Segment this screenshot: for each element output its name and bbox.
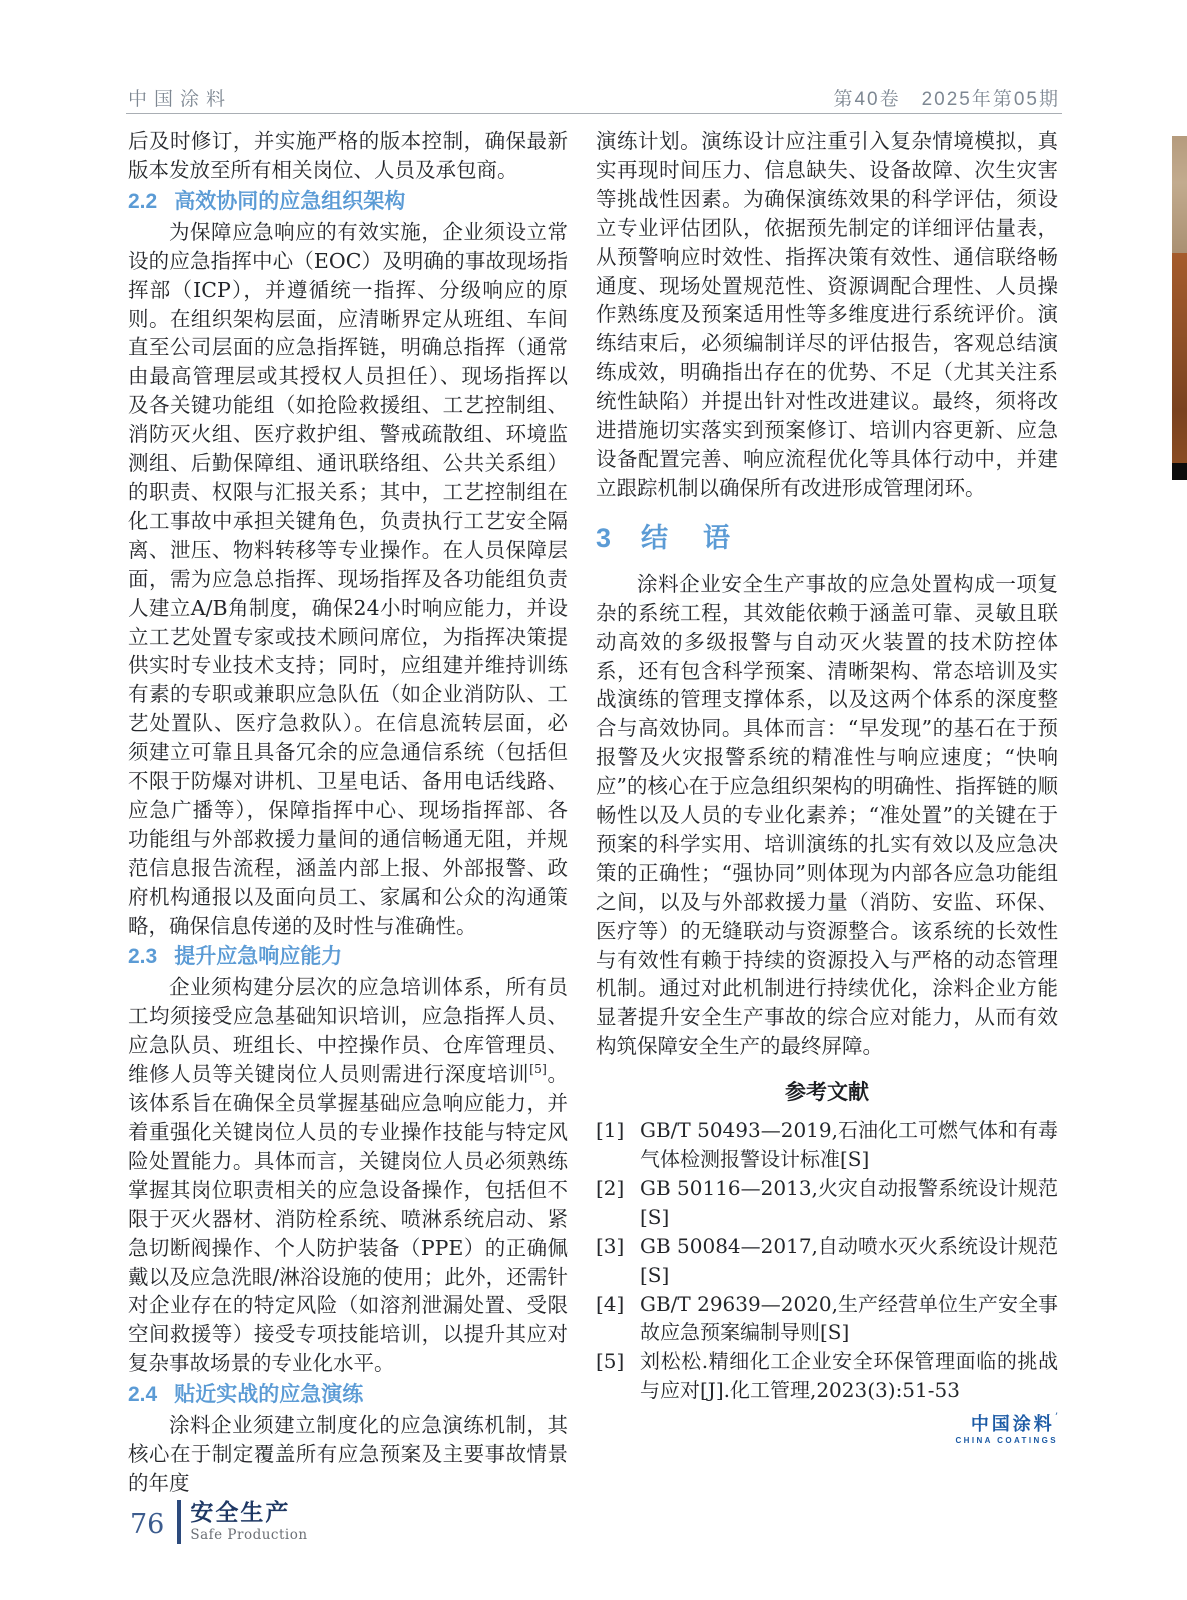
heading-number: 2.3 bbox=[128, 945, 158, 969]
body-paragraph: 演练计划。演练设计应注重引入复杂情境模拟，真实再现时间压力、信息缺失、设备故障、次生灾害等挑战性因素。为确保演练效果的科学评估，须设立专业评估团队，依据预先制定的详细评估量表，从预警响应时效性、指挥决策有效性、通信联络畅通度、现场处置规范性、资源调配合理性、人员操作熟练度及预案适用性等多维度进行系统评价。演练结束后，必须编制详尽的评估报告，客观总结演练成效，明确指出存在的优势、不足（尤其关注系统性缺陷）并提出针对性改进建议。最终，须将改进措施切实落实到预案修订、培训内容更新、应急设备配置完善、响应流程优化等具体行动中，并建立跟踪机制以确保所有改进形成管理闭环。 bbox=[596, 129, 1058, 500]
reference-marker: [2] bbox=[596, 1175, 625, 1200]
heading-number: 3 bbox=[596, 522, 616, 553]
heading-title: 结 语 bbox=[641, 522, 735, 553]
reference-text: 刘松松.精细化工企业安全环保管理面临的挑战与应对[J].化工管理,2023(3):51-53 bbox=[640, 1349, 1058, 1403]
reference-item bbox=[596, 1347, 1058, 1405]
page-header bbox=[128, 84, 1060, 111]
reference-item bbox=[596, 1290, 1058, 1348]
reference-item bbox=[596, 1174, 1058, 1232]
photo-strip-black-segment bbox=[1172, 463, 1187, 480]
journal-logo bbox=[596, 1413, 1058, 1445]
logo-cn-text: 中国涂料 bbox=[970, 1414, 1055, 1435]
body-paragraph: 后及时修订，并实施严格的版本控制，确保最新版本发放至所有相关岗位、人员及承包商。 bbox=[128, 129, 568, 182]
issue-info: 第40卷 2025年第05期 bbox=[833, 89, 1060, 110]
photo-strip-tan-segment bbox=[1172, 136, 1187, 253]
logo-en-text: CHINA COATINGS bbox=[955, 1435, 1058, 1445]
section-heading-2-4 bbox=[128, 1380, 568, 1409]
footer-divider bbox=[177, 1500, 181, 1544]
heading-number: 2.2 bbox=[128, 189, 158, 213]
section-heading-2-3 bbox=[128, 942, 568, 971]
body-paragraph bbox=[128, 973, 568, 1378]
heading-number: 2.4 bbox=[128, 1383, 158, 1407]
reference-text: GB/T 50493—2019,石油化工可燃气体和有毒气体检测报警设计标准[S] bbox=[640, 1118, 1058, 1171]
header-rule bbox=[126, 113, 1062, 114]
heading-title: 贴近实战的应急演练 bbox=[174, 1383, 364, 1407]
page-footer bbox=[130, 1500, 308, 1544]
reference-text: GB 50084—2017,自动喷水灭火系统设计规范[S] bbox=[640, 1233, 1058, 1287]
heading-title: 提升应急响应能力 bbox=[174, 945, 343, 969]
journal-name: 中国涂料 bbox=[128, 89, 233, 110]
references-heading: 参考文献 bbox=[785, 1081, 869, 1105]
reference-text: GB/T 29639—2020,生产经营单位生产安全事故应急预案编制导则[S] bbox=[640, 1291, 1058, 1345]
text-column-right bbox=[596, 127, 1058, 1445]
body-paragraph: 为保障应急响应的有效实施，企业须设立常设的应急指挥中心（EOC）及明确的事故现场指挥部（ICP），并遵循统一指挥、分级响应的原则。在组织架构层面，应清晰界定从班组、车间直至公司层面的应急指挥链，明确总指挥（通常由最高管理层或其授权人员担任）、现场指挥以及各关键功能组（如抢险救援组、工艺控制组、消防灭火组、医疗救护组、警戒疏散组、环境监测组、后勤保障组、通讯联络组、公共关系组）的职责、权限与汇报关系；其中，工艺控制组在化工事故中承担关键角色，负责执行工艺安全隔离、泄压、物料转移等专业操作。在人员保障层面，需为应急总指挥、现场指挥及各功能组负责人建立A/B角制度，确保24小时响应能力，并设立工艺处置专家或技术顾问席位，为指挥决策提供实时专业技术支持；同时，应组建并维持训练有素的专职或兼职应急队伍（如企业消防队、工艺处置队、医疗急救队）。在信息流转层面，必须建立可靠且具备冗余的应急通信系统（包括但不限于防爆对讲机、卫星电话、备用电话线路、应急广播等），保障指挥中心、现场指挥部、各功能组与外部救援力量间的通信畅通无阻，并规范信息报告流程，涵盖内部上报、外部报警、政府机构通报以及面向员工、家属和公众的沟通策略，确保信息传递的及时性与准确性。 bbox=[128, 219, 568, 938]
section-heading-2-2 bbox=[128, 187, 568, 216]
reference-marker: [3] bbox=[596, 1233, 625, 1258]
reference-item bbox=[596, 1232, 1058, 1290]
reference-item bbox=[596, 1116, 1058, 1174]
paragraph-text: 。该体系旨在确保全员掌握基础应急响应能力，并着重强化关键岗位人员的专业操作技能与特定风险处置能力。具体而言，关键岗位人员必须熟练掌握其岗位职责相关的应急设备操作，包括但不限于灭火器材、消防栓系统、喷淋系统启动、紧急切断阀操作、个人防护装备（PPE）的正确佩戴以及应急洗眼/淋浴设施的使用；此外，还需针对企业存在的特定风险（如溶剂泄漏处置、受限空间救援等）接受专项技能培训，以提升其应对复杂事故场景的专业化水平。 bbox=[128, 1062, 569, 1376]
logo-trademark-icon: ’ bbox=[1054, 1412, 1058, 1424]
reference-marker: [5] bbox=[596, 1349, 625, 1374]
footer-section-cn: 安全生产 bbox=[190, 1499, 291, 1525]
section-heading-3 bbox=[596, 518, 1058, 558]
footer-section-en: Safe Production bbox=[190, 1527, 308, 1544]
reference-marker: [1] bbox=[596, 1118, 625, 1143]
paragraph-text: 企业须构建分层次的应急培训体系，所有员工均须接受应急基础知识培训，应急指挥人员、应急队员、班组长、中控操作员、仓库管理员、维修人员等关键岗位人员则需进行深度培训 bbox=[128, 975, 568, 1087]
photo-strip-brown-segment bbox=[1172, 253, 1187, 463]
page-number: 76 bbox=[130, 1509, 165, 1540]
reference-text: GB 50116—2013,火灾自动报警系统设计规范[S] bbox=[640, 1175, 1058, 1229]
reference-marker: [4] bbox=[596, 1291, 625, 1316]
body-paragraph: 涂料企业安全生产事故的应急处置构成一项复杂的系统工程，其效能依赖于涵盖可靠、灵敏且联动高效的多级报警与自动灭火装置的技术防控体系，还有包含科学预案、清晰架构、常态培训及实战演练的管理支撑体系，以及这两个体系的深度整合与高效协同。具体而言：“早发现”的基石在于预报警及火灾报警系统的精准性与响应速度；“快响应”的核心在于应急组织架构的明确性、指挥链的顺畅性以及人员的专业化素养；“准处置”的关键在于预案的科学实用、培训演练的扎实有效以及应急决策的正确性；“强协同”则体现为内部各应急功能组之间，以及与外部救援力量（消防、安监、环保、医疗等）的无缝联动与资源整合。该系统的长效性与有效性有赖于持续的资源投入与严格的动态管理机制。通过对此机制进行持续优化，涂料企业方能显著提升安全生产事故的综合应对能力，从而有效构筑保障安全生产的最终屏障。 bbox=[596, 571, 1058, 1059]
text-column-left bbox=[128, 127, 568, 1498]
footnote-superscript: [5] bbox=[529, 1061, 547, 1077]
heading-title: 高效协同的应急组织架构 bbox=[174, 189, 406, 213]
body-paragraph: 涂料企业须建立制度化的应急演练机制，其核心在于制定覆盖所有应急预案及主要事故情景的年度 bbox=[128, 1413, 568, 1495]
